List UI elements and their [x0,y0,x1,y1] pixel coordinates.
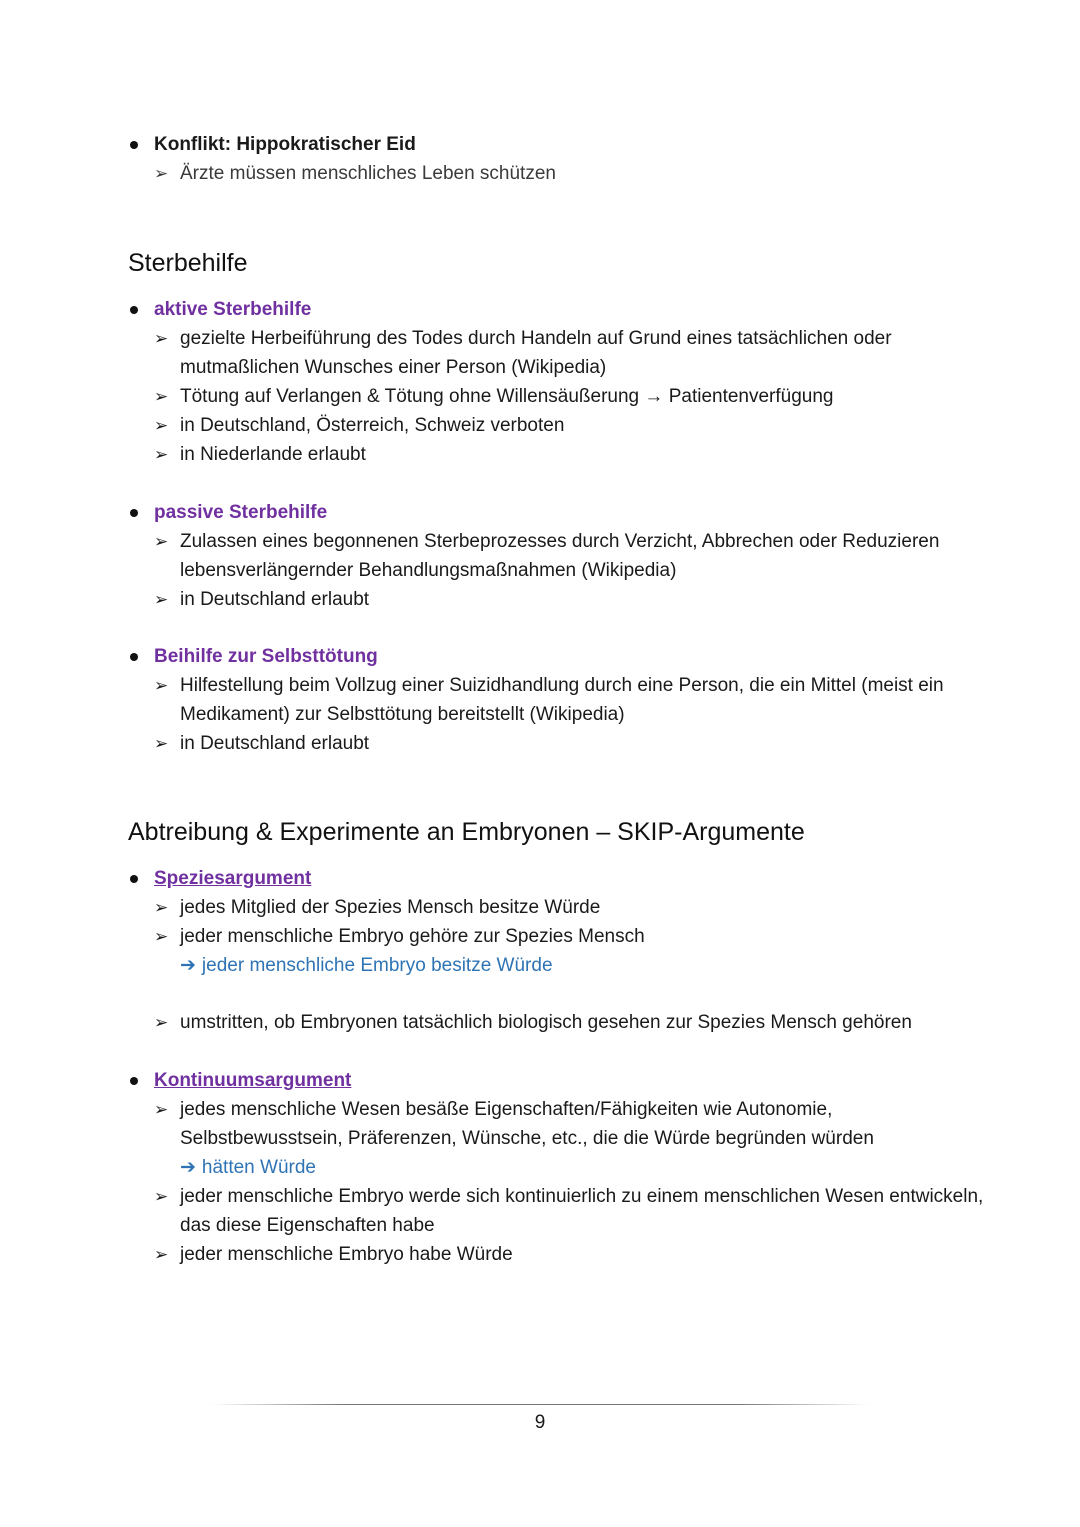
arrowhead-bullet-icon: ➢ [154,734,169,753]
beihilfe-section [128,642,988,758]
arrowhead-bullet-icon: ➢ [154,590,169,609]
sterbehilfe-heading-block [128,246,988,280]
speziesargument-bullet [128,864,988,893]
kontinuumsargument-bullet [128,1066,988,1095]
page-number: 9 [534,1412,546,1433]
aktive-sterbehilfe-section [128,295,988,469]
aktive-sterbehilfe-bullet [128,295,988,324]
aktive-sterbehilfe-title: aktive Sterbehilfe [154,299,312,320]
passive-sterbehilfe-section [128,498,988,614]
list-item: ➢ Tötung auf Verlangen & Tötung ohne Willensäußerung → Patientenverfügung [128,382,988,411]
arrowhead-bullet-icon: ➢ [154,898,169,917]
arrowhead-bullet-icon: ➢ [154,532,169,551]
arrowhead-bullet-icon: ➢ [154,329,169,348]
arrowhead-bullet-icon: ➢ [154,676,169,695]
arrowhead-bullet-icon: ➢ [154,1013,169,1032]
bullet-dot [130,509,138,517]
beihilfe-bullet [128,642,988,671]
passive-sterbehilfe-bullet [128,498,988,527]
list-item: ➢ in Deutschland, Österreich, Schweiz verboten [128,411,988,440]
list-item: ➢ Zulassen eines begonnenen Sterbeprozesses durch Verzicht, Abbrechen oder Reduzieren lebensverlängernder Behandlungsmaßnahmen (Wikipedia) [128,527,988,585]
arrowhead-bullet-icon: ➢ [154,164,169,183]
arrowhead-bullet-icon: ➢ [154,927,169,946]
conflict-title: Konflikt: Hippokratischer Eid [154,134,416,155]
bullet-dot [130,306,138,314]
list-item: ➢ jedes menschliche Wesen besäße Eigenschaften/Fähigkeiten wie Autonomie, Selbstbewusstsein, Präferenzen, Wünsche, etc., die die Würde begründen würden [128,1095,988,1153]
arrowhead-bullet-icon: ➢ [154,416,169,435]
arrowhead-bullet-icon: ➢ [154,1245,169,1264]
list-item: ➢ Hilfestellung beim Vollzug einer Suizidhandlung durch eine Person, die ein Mittel (meist ein Medikament) zur Selbsttötung bereitstellt (Wikipedia) [128,671,988,729]
list-item: ➢ jeder menschliche Embryo gehöre zur Spezies Mensch [128,922,988,951]
spacer [128,980,988,1008]
bullet-dot [130,653,138,661]
kontinuumsargument-title: Kontinuumsargument [154,1070,352,1091]
conflict-bullet [128,130,988,159]
speziesargument-section [128,864,988,1037]
right-arrow-icon: ➔ [180,1157,196,1178]
abtreibung-heading-block [128,815,988,849]
kontinuumsargument-section [128,1066,988,1269]
right-arrow-icon: → [644,386,669,407]
list-item: ➢ gezielte Herbeiführung des Todes durch Handeln auf Grund eines tatsächlichen oder mutmaßlichen Wunsches einer Person (Wikipedia) [128,324,988,382]
sterbehilfe-heading: Sterbehilfe [128,249,248,277]
list-item: ➢ jeder menschliche Embryo werde sich kontinuierlich zu einem menschlichen Wesen entwickeln, das diese Eigenschaften habe [128,1182,988,1240]
bullet-dot [130,875,138,883]
abtreibung-heading: Abtreibung & Experimente an Embryonen – SKIP-Argumente [128,818,805,846]
arrowhead-bullet-icon: ➢ [154,387,169,406]
list-item: ➢ jeder menschliche Embryo habe Würde [128,1240,988,1269]
list-item: ➢ jedes Mitglied der Spezies Mensch besitze Würde [128,893,988,922]
footer-divider [210,1404,870,1405]
list-item: ➢ umstritten, ob Embryonen tatsächlich biologisch gesehen zur Spezies Mensch gehören [128,1008,988,1037]
beihilfe-title: Beihilfe zur Selbsttötung [154,646,378,667]
right-arrow-icon: ➔ [180,955,196,976]
speziesargument-title: Speziesargument [154,868,312,889]
arrowhead-bullet-icon: ➢ [154,1187,169,1206]
kontinuumsargument-conclusion: ➔ hätten Würde [180,1157,316,1178]
bullet-dot [130,141,138,149]
list-item: ➢ in Deutschland erlaubt [128,585,988,614]
bullet-dot [130,1077,138,1085]
list-item: ➢ in Niederlande erlaubt [128,440,988,469]
conflict-point: ➢ Ärzte müssen menschliches Leben schützen [128,159,988,188]
passive-sterbehilfe-title: passive Sterbehilfe [154,502,328,523]
list-item: ➢ in Deutschland erlaubt [128,729,988,758]
conflict-section [128,130,988,188]
arrowhead-bullet-icon: ➢ [154,445,169,464]
arrowhead-bullet-icon: ➢ [154,1100,169,1119]
speziesargument-conclusion: ➔ jeder menschliche Embryo besitze Würde [180,955,553,976]
